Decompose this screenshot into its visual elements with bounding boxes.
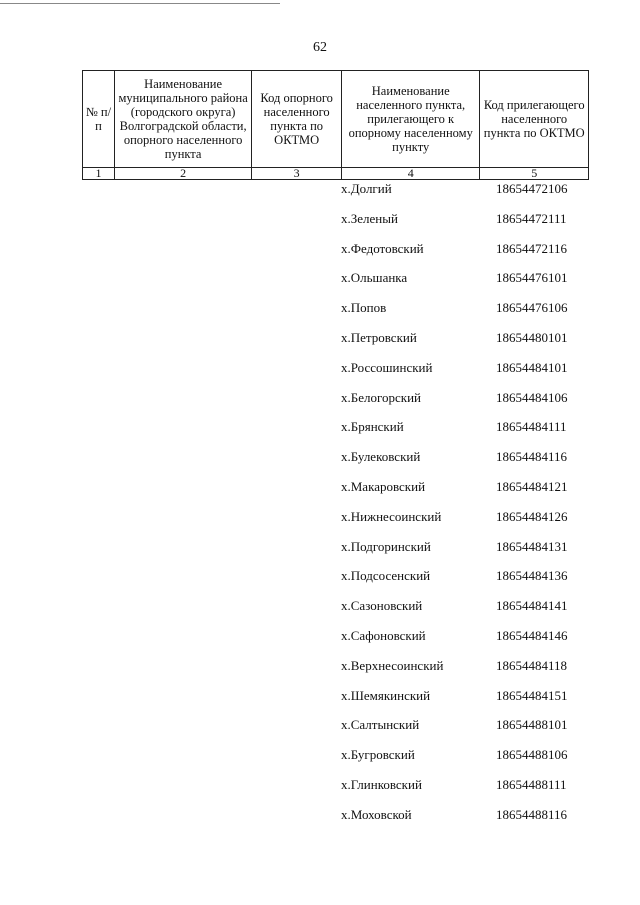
table-row: [0, 685, 640, 715]
table-row: [0, 357, 640, 387]
oktmo-code: 18654476101: [496, 270, 568, 286]
settlement-name: х.Булековский: [341, 449, 421, 465]
column-number: 1: [83, 168, 115, 179]
oktmo-code: 18654484126: [496, 508, 568, 524]
settlement-name: х.Сазоновский: [341, 598, 423, 614]
oktmo-code: 18654476106: [496, 300, 568, 316]
table-row: [0, 804, 640, 834]
table-row: [0, 774, 640, 804]
settlement-name: х.Сафоновский: [341, 627, 426, 643]
table-row: [0, 416, 640, 446]
table-row: [0, 208, 640, 238]
table-row: [0, 446, 640, 476]
settlement-name: х.Подсосенский: [341, 568, 431, 584]
settlement-name: х.Попов: [341, 300, 387, 316]
settlement-name: х.Россошинский: [341, 359, 433, 375]
oktmo-code: 18654488111: [496, 776, 567, 792]
table-row: [0, 327, 640, 357]
header-col-number: № п/п: [83, 71, 115, 167]
column-number: 5: [531, 166, 538, 180]
oktmo-code: 18654484101: [496, 359, 568, 375]
column-number: 2: [115, 168, 252, 179]
table-row: [0, 506, 640, 536]
table-row: [0, 744, 640, 774]
table-header: [82, 70, 589, 168]
oktmo-code: 18654484118: [496, 657, 568, 673]
oktmo-code: 18654484111: [496, 419, 567, 435]
table-row: [0, 267, 640, 297]
oktmo-code: 18654484116: [496, 449, 568, 465]
settlement-name: х.Салтынский: [341, 717, 420, 733]
column-number: 3: [252, 168, 342, 179]
oktmo-code: 18654484131: [496, 538, 568, 554]
oktmo-code: 18654484106: [496, 389, 568, 405]
table-row: [0, 387, 640, 417]
settlement-name: х.Петровский: [341, 329, 417, 345]
settlement-name: х.Нижнесоинский: [341, 508, 442, 524]
oktmo-code: 18654484141: [496, 598, 568, 614]
table-row: [0, 565, 640, 595]
top-rule: [0, 3, 280, 4]
settlement-name: х.Брянский: [341, 419, 404, 435]
settlement-name: х.Зеленый: [341, 210, 398, 226]
table-row: [0, 238, 640, 268]
oktmo-code: 18654484121: [496, 478, 568, 494]
settlement-name: х.Ольшанка: [341, 270, 408, 286]
oktmo-code: 18654472111: [496, 210, 567, 226]
oktmo-code: 18654484136: [496, 568, 568, 584]
table-row: [0, 595, 640, 625]
settlement-name: х.Верхнесоинский: [341, 657, 444, 673]
settlement-name: х.Белогорский: [341, 389, 421, 405]
settlement-name: х.Долгий: [341, 181, 392, 196]
table-row: [0, 714, 640, 744]
table-body: [0, 178, 640, 834]
settlement-name: х.Моховской: [341, 806, 412, 822]
oktmo-code: 18654472116: [496, 240, 568, 256]
oktmo-code: 18654488106: [496, 747, 568, 763]
settlement-name: х.Глинковский: [341, 776, 422, 792]
table-row: [0, 655, 640, 685]
oktmo-code: 18654488116: [496, 806, 568, 822]
page-number: 62: [313, 40, 327, 55]
oktmo-code: 18654472106: [496, 181, 568, 196]
settlement-name: х.Федотовский: [341, 240, 424, 256]
settlement-name: х.Макаровский: [341, 478, 426, 494]
table-row: [0, 536, 640, 566]
settlement-name: х.Бугровский: [341, 747, 415, 763]
header-col-district: Наименование муниципального района (городского округа) Волгоградской области, опорного населенного пункта: [115, 71, 252, 167]
oktmo-code: 18654488101: [496, 717, 568, 733]
header-col-base-code: Код опорного населенного пункта по ОКТМО: [252, 71, 342, 167]
table-row: [0, 178, 640, 208]
oktmo-code: 18654480101: [496, 329, 568, 345]
column-number: 4: [342, 168, 480, 179]
header-col-adjacent-code: Код прилегающего населенного пункта по ОКТМО: [483, 98, 585, 140]
oktmo-code: 18654484146: [496, 627, 568, 643]
settlement-name: х.Подгоринский: [341, 538, 431, 554]
table-row: [0, 625, 640, 655]
header-col-adjacent-name: Наименование населенного пункта, прилегающего к опорному населенному пункту: [342, 71, 480, 167]
oktmo-code: 18654484151: [496, 687, 568, 703]
table-row: [0, 476, 640, 506]
table-row: [0, 297, 640, 327]
settlement-name: х.Шемякинский: [341, 687, 431, 703]
